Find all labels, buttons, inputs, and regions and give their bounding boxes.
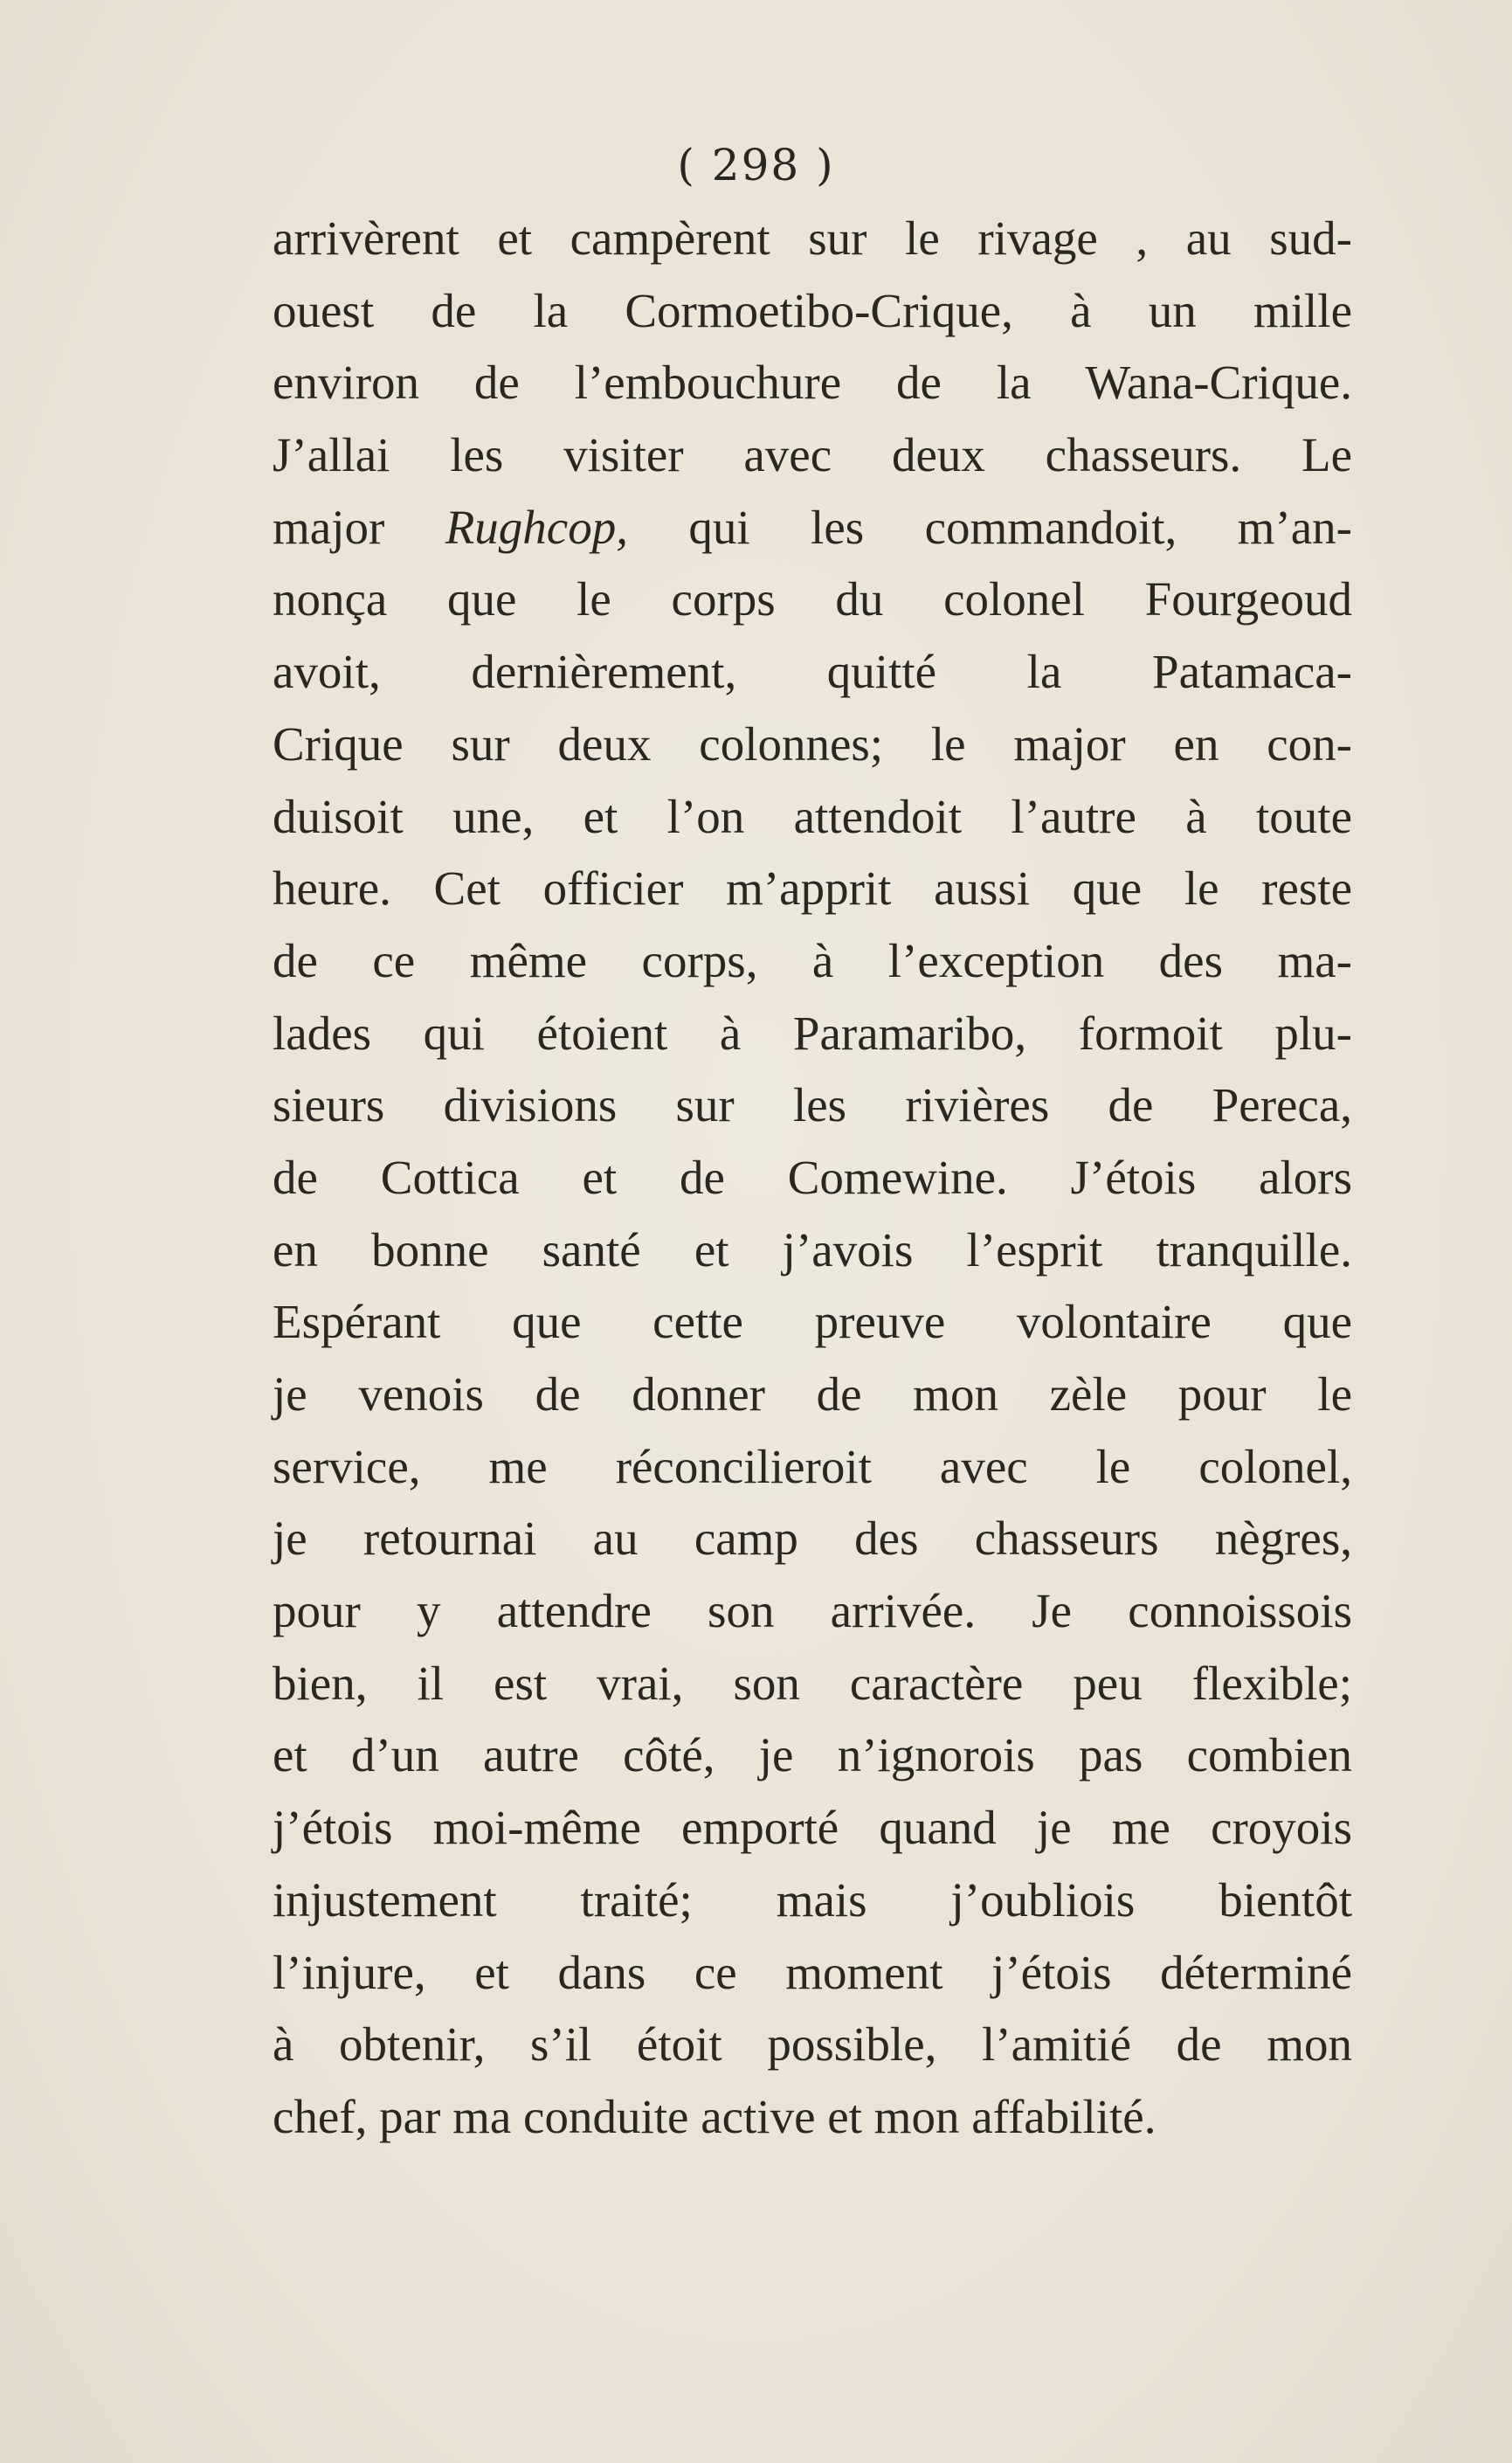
page-number: ( 298 ) (677, 140, 835, 190)
text-line: avoit, dernièrement, quitté la Patamaca- (273, 645, 1352, 699)
text-line: ouest de la Cormoetibo-Crique, à un mille (273, 283, 1352, 337)
text-line: Espérant que cette preuve volontaire que (273, 1295, 1352, 1349)
text-line: l’injure, et dans ce moment j’étois déterminé (273, 1945, 1352, 1999)
text-line: J’allai les visiter avec deux chasseurs. Le (273, 428, 1352, 482)
text-line: bien, il est vrai, son caractère peu flexible; (273, 1656, 1352, 1710)
text-line: à obtenir, s’il étoit possible, l’amitié de mon (273, 2017, 1352, 2072)
text-line: de Cottica et de Comewine. J’étois alors (273, 1150, 1352, 1204)
text-line: duisoit une, et l’on attendoit l’autre à toute (273, 789, 1352, 843)
text-line: en bonne santé et j’avois l’esprit tranquille. (273, 1222, 1352, 1276)
text-line: je venois de donner de mon zèle pour le (273, 1367, 1352, 1421)
text-line: Crique sur deux colonnes; le major en con- (273, 716, 1352, 771)
text-line: environ de l’embouchure de la Wana-Crique. (273, 356, 1352, 410)
text-line: lades qui étoient à Paramaribo, formoit plu- (273, 1006, 1352, 1060)
text-line: je retournai au camp des chasseurs nègres, (273, 1512, 1352, 1566)
italic-name: Rughcop, (445, 500, 628, 554)
text-line: heure. Cet officier m’apprit aussi que le reste (273, 861, 1352, 916)
text-line: de ce même corps, à l’exception des ma- (273, 933, 1352, 987)
text-line: pour y attendre son arrivée. Je connoissois (273, 1584, 1352, 1638)
text-line-with-italic-name: major Rughcop, qui les commandoit, m’an- (273, 500, 1352, 554)
text-line-last: chef, par ma conduite active et mon affabilité. (273, 2089, 1156, 2143)
text-line: injustement traité; mais j’oubliois bientôt (273, 1872, 1352, 1927)
text-line: arrivèrent et campèrent sur le rivage , au sud- (273, 211, 1352, 265)
text-line: nonça que le corps du colonel Fourgeoud (273, 572, 1352, 626)
text-line: service, me réconcilieroit avec le colonel, (273, 1439, 1352, 1493)
text-line: j’étois moi-même emporté quand je me croyois (273, 1801, 1352, 1855)
text-line: et d’un autre côté, je n’ignorois pas combien (273, 1728, 1352, 1782)
body-text (273, 203, 1352, 2154)
text-line: sieurs divisions sur les rivières de Pereca, (273, 1078, 1352, 1132)
